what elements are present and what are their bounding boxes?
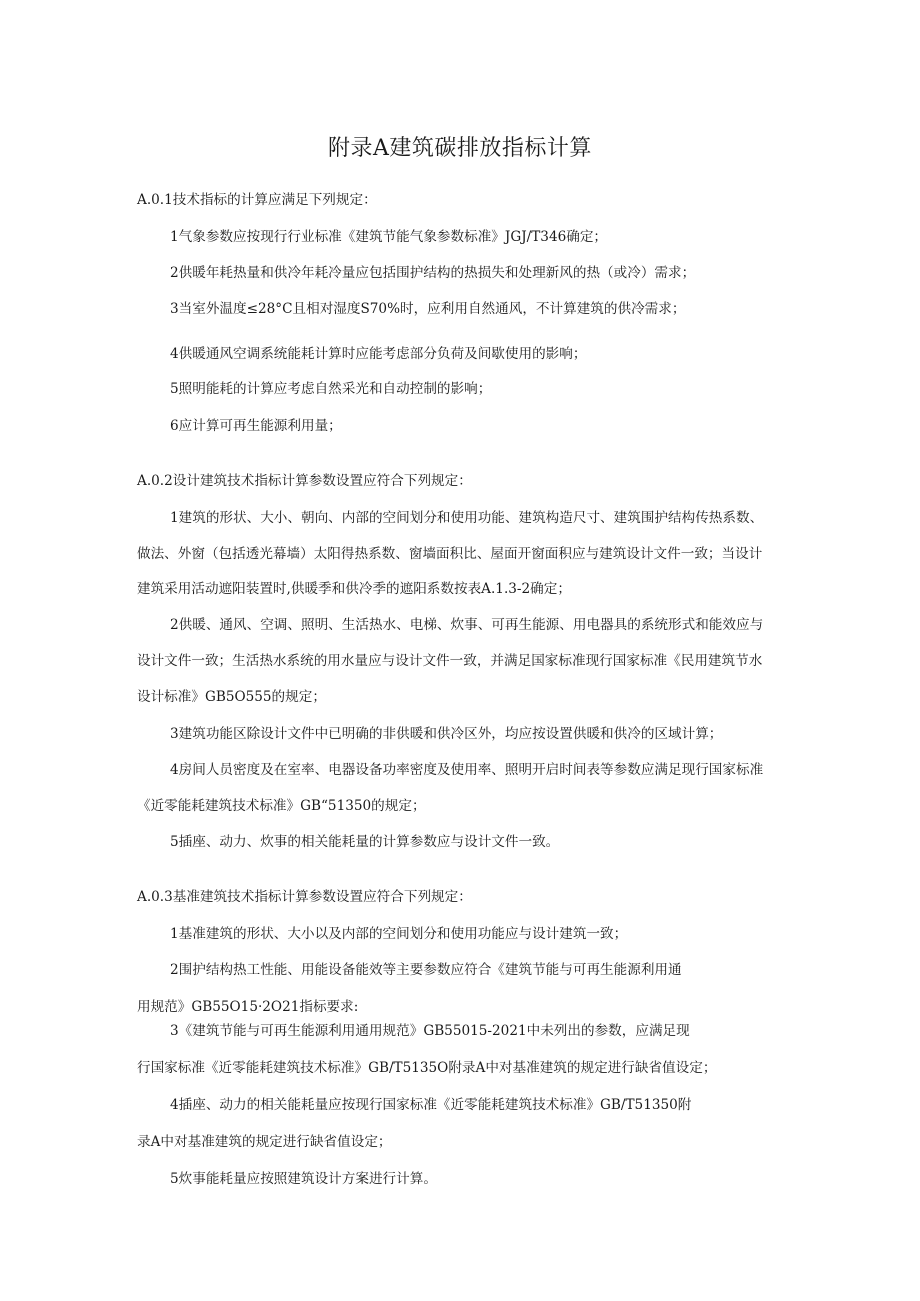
paragraph-line: 录A中对基准建筑的规定进行缺省值设定； xyxy=(137,1134,392,1150)
paragraph-line: 2供暖、通风、空调、照明、生活热水、电梯、炊事、可再生能源、用电器具的系统形式和能效应与 xyxy=(170,617,764,633)
paragraph-line: 2供暖年耗热量和供冷年耗冷量应包括围护结构的热损失和处理新风的热（或冷）需求； xyxy=(170,265,696,281)
paragraph-line: 5照明能耗的计算应考虑自然采光和自动控制的影响； xyxy=(170,381,492,397)
paragraph-line: 4供暖通风空调系统能耗计算时应能考虑部分负荷及间歇使用的影响； xyxy=(170,346,587,362)
section-heading-a03: A.0.3基准建筑技术指标计算参数设置应符合下列规定： xyxy=(137,889,472,905)
paragraph-line: 设计标准》GB5O555的规定； xyxy=(137,689,326,705)
paragraph-line: 设计文件一致；生活热水系统的用水量应与设计文件一致，并满足国家标准现行国家标准《民用建筑节水 xyxy=(137,653,763,669)
section-heading-a02: A.0.2设计建筑技术指标计算参数设置应符合下列规定： xyxy=(137,473,472,489)
section-heading-a01: A.0.1技术指标的计算应满足下列规定： xyxy=(137,192,377,208)
paragraph-line: 3建筑功能区除设计文件中已明确的非供暖和供冷区外，均应按设置供暖和供冷的区域计算； xyxy=(170,726,723,742)
paragraph-line: 用规范》GB55O15·2O21指标要求: xyxy=(137,999,359,1015)
paragraph-line: 行国家标准《近零能耗建筑技术标准》GB/T5135O附录A中对基准建筑的规定进行缺省值设定； xyxy=(137,1060,717,1076)
paragraph-line: 3当室外温度≤28°C且相对湿度S70%时，应利用自然通风，不计算建筑的供冷需求； xyxy=(170,301,686,317)
paragraph-line: 5炊事能耗量应按照建筑设计方案进行计算。 xyxy=(170,1171,437,1187)
paragraph-line: 4房间人员密度及在室率、电器设备功率密度及使用率、照明开启时间表等参数应满足现行国家标准 xyxy=(170,762,764,778)
paragraph-line: 1基准建筑的形状、大小以及内部的空间划分和使用功能应与设计建筑一致； xyxy=(170,926,628,942)
paragraph-line: 4插座、动力的相关能耗量应按现行国家标准《近零能耗建筑技术标准》GB/T51350附 xyxy=(170,1097,692,1113)
paragraph-line: 3《建筑节能与可再生能源利用通用规范》GB55015-2021中未列出的参数，应满足现 xyxy=(170,1023,690,1039)
page-title: 附录A建筑碳排放指标计算 xyxy=(328,136,592,161)
paragraph-line: 2围护结构热工性能、用能设备能效等主要参数应符合《建筑节能与可再生能源利用通 xyxy=(170,962,682,978)
paragraph-line: 6应计算可再生能源利用量； xyxy=(170,418,342,434)
paragraph-line: 做法、外窗（包括透光幕墙）太阳得热系数、窗墙面积比、屋面开窗面积应与建筑设计文件一致；当设计 xyxy=(137,546,763,562)
paragraph-line: 建筑采用活动遮阳装置时,供暖季和供冷季的遮阳系数按表A.1.3-2确定； xyxy=(137,581,571,597)
paragraph-line: 1气象参数应按现行行业标准《建筑节能气象参数标准》JGJ/T346确定； xyxy=(170,229,608,245)
paragraph-line: 5插座、动力、炊事的相关能耗量的计算参数应与设计文件一致。 xyxy=(170,834,560,850)
paragraph-line: 1建筑的形状、大小、朝向、内部的空间划分和使用功能、建筑构造尺寸、建筑围护结构传热系数、 xyxy=(170,510,764,526)
paragraph-line: 《近零能耗建筑技术标准》GB“51350的规定； xyxy=(137,798,426,814)
